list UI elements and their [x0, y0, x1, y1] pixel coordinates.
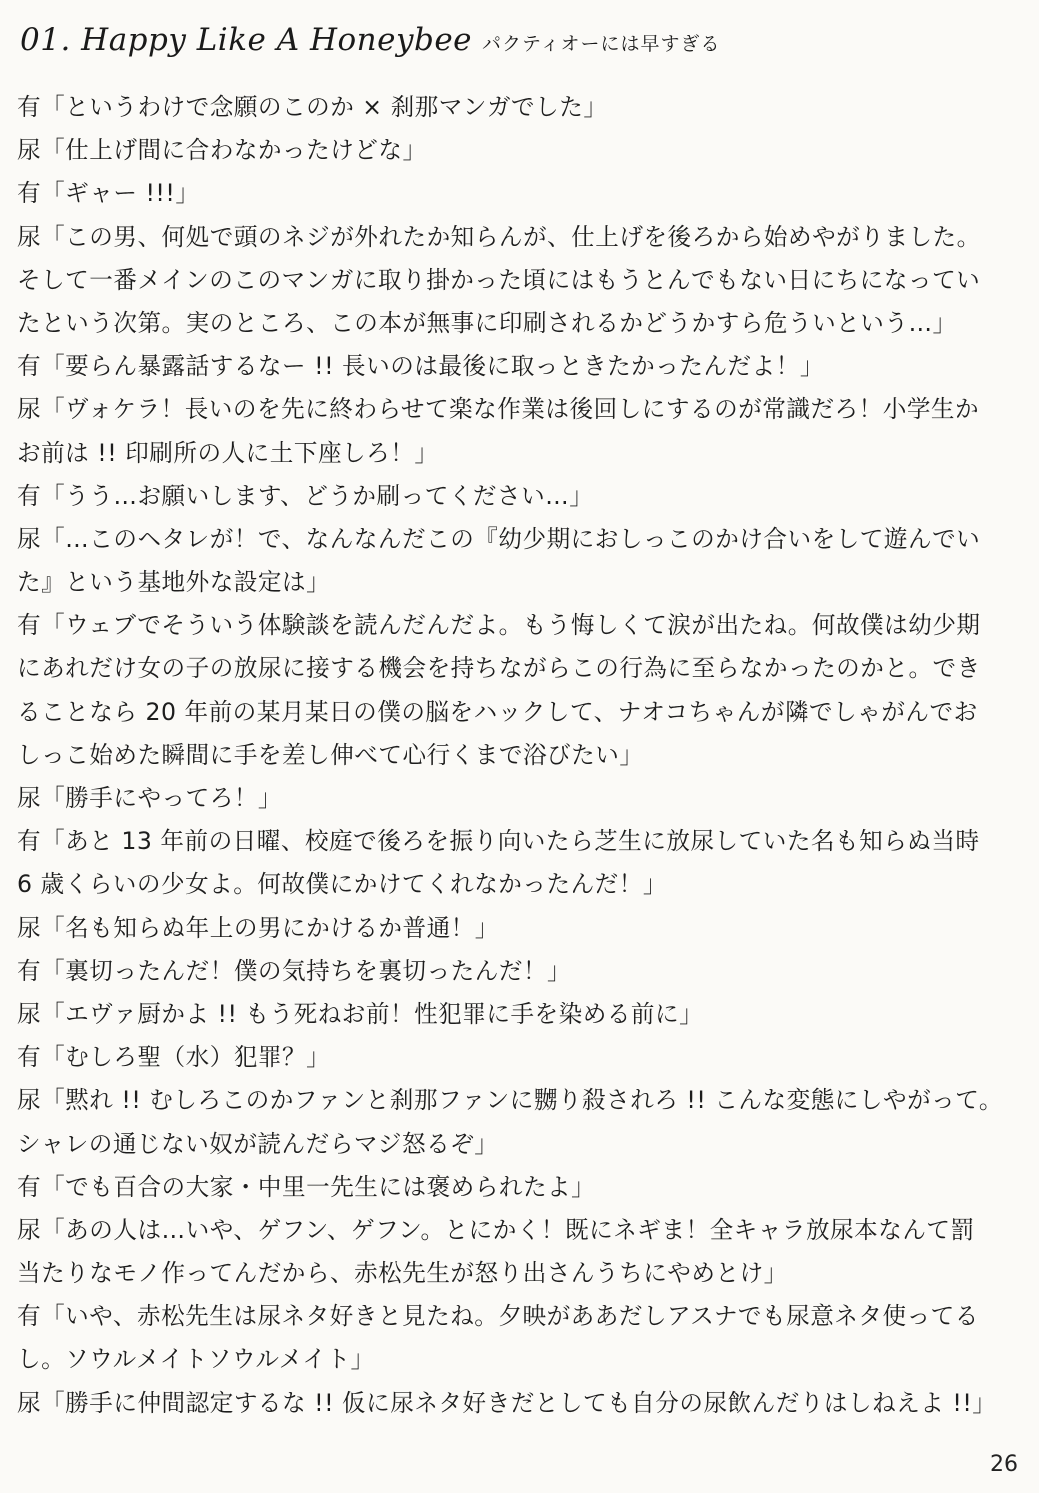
page-number: 26: [990, 1452, 1018, 1477]
dialogue-line: 尿「勝手にやってろ！」: [17, 784, 283, 812]
dialogue-line: 尿「エヴァ厨かよ !! もう死ねお前！性犯罪に手を染める前に」: [17, 999, 704, 1028]
dialogue-line: し。ソウルメイトソウルメイト」: [17, 1345, 375, 1374]
dialogue-line: 尿「…このヘタレが！で、なんなんだこの『幼少期におしっこのかけ合いをして遊んでい: [17, 524, 981, 553]
dialogue-line: 有「というわけで念願のこのか × 刹那マンガでした」: [17, 93, 608, 121]
dialogue-line: 有「ウェブでそういう体験談を読んだんだよ。もう悔しくて涙が出たね。何故僕は幼少期: [17, 611, 981, 640]
dialogue-line: 尿「あの人は…いや、ゲフン、ゲフン。とにかく！既にネギま！全キャラ放尿本なんて罰: [17, 1215, 975, 1244]
dialogue-line: 有「でも百合の大家・中里一先生には褒められたよ」: [17, 1172, 596, 1201]
dialogue-line: 尿「仕上げ間に合わなかったけどな」: [17, 136, 427, 165]
dialogue-line: 有「ギャー !!!」: [17, 179, 200, 208]
dialogue-line: 有「うう…お願いします、どうか刷ってください…」: [17, 481, 594, 510]
dialogue-body: [17, 86, 1017, 1425]
dialogue-line: 尿「ヴォケラ！長いのを先に終わらせて楽な作業は後回しにするのが常識だろ！小学生か: [17, 395, 980, 424]
dialogue-line: 有「裏切ったんだ！僕の気持ちを裏切ったんだ！」: [17, 956, 572, 985]
dialogue-line: にあれだけ女の子の放尿に接する機会を持ちながらこの行為に至らなかったのかと。でき: [17, 654, 981, 683]
dialogue-line: 6 歳くらいの少女よ。何故僕にかけてくれなかったんだ！」: [17, 870, 667, 899]
dialogue-line: た』という基地外な設定は」: [17, 568, 331, 597]
dialogue-line: たという次第。実のところ、この本が無事に印刷されるかどうかすら危ういという…」: [17, 308, 957, 337]
chapter-header: [20, 22, 721, 58]
chapter-title: 01. Happy Like A Honeybee: [20, 22, 473, 58]
dialogue-line: お前は !! 印刷所の人に土下座しろ！」: [17, 438, 439, 467]
dialogue-line: 有「要らん暴露話するなー !! 長いのは最後に取っときたかったんだよ！」: [17, 352, 824, 381]
dialogue-line: 有「あと 13 年前の日曜、校庭で後ろを振り向いたら芝生に放尿していた名も知らぬ当時: [17, 827, 980, 856]
dialogue-line: 有「いや、赤松先生は尿ネタ好きと見たね。夕映がああだしアスナでも尿意ネタ使ってる: [17, 1302, 979, 1331]
dialogue-line: ることなら 20 年前の某月某日の僕の脳をハックして、ナオコちゃんが隣でしゃがんでお: [17, 697, 978, 726]
dialogue-line: 尿「名も知らぬ年上の男にかけるか普通！」: [17, 913, 499, 942]
dialogue-line: 尿「この男、何処で頭のネジが外れたか知らんが、仕上げを後ろから始めやがりました。: [17, 222, 981, 251]
dialogue-line: 尿「黙れ !! むしろこのかファンと刹那ファンに嬲り殺されろ !! こんな変態にしやがって。: [17, 1086, 1003, 1115]
dialogue-line: 当たりなモノ作ってんだから、赤松先生が怒り出さんうちにやめとけ」: [17, 1259, 788, 1288]
dialogue-line: 尿「勝手に仲間認定するな !! 仮に尿ネタ好きだとしても自分の尿飲んだりはしねえよ !!」: [17, 1388, 997, 1417]
dialogue-line: シャレの通じない奴が読んだらマジ怒るぞ」: [17, 1129, 499, 1158]
dialogue-line: そして一番メインのこのマンガに取り掛かった頃にはもうとんでもない日にちになってい: [17, 265, 981, 294]
dialogue-line: 有「むしろ聖（水）犯罪？」: [17, 1043, 331, 1072]
dialogue-line: しっこ始めた瞬間に手を差し伸べて心行くまで浴びたい」: [17, 740, 644, 769]
chapter-subtitle: パクティオーには早すぎる: [482, 33, 721, 55]
